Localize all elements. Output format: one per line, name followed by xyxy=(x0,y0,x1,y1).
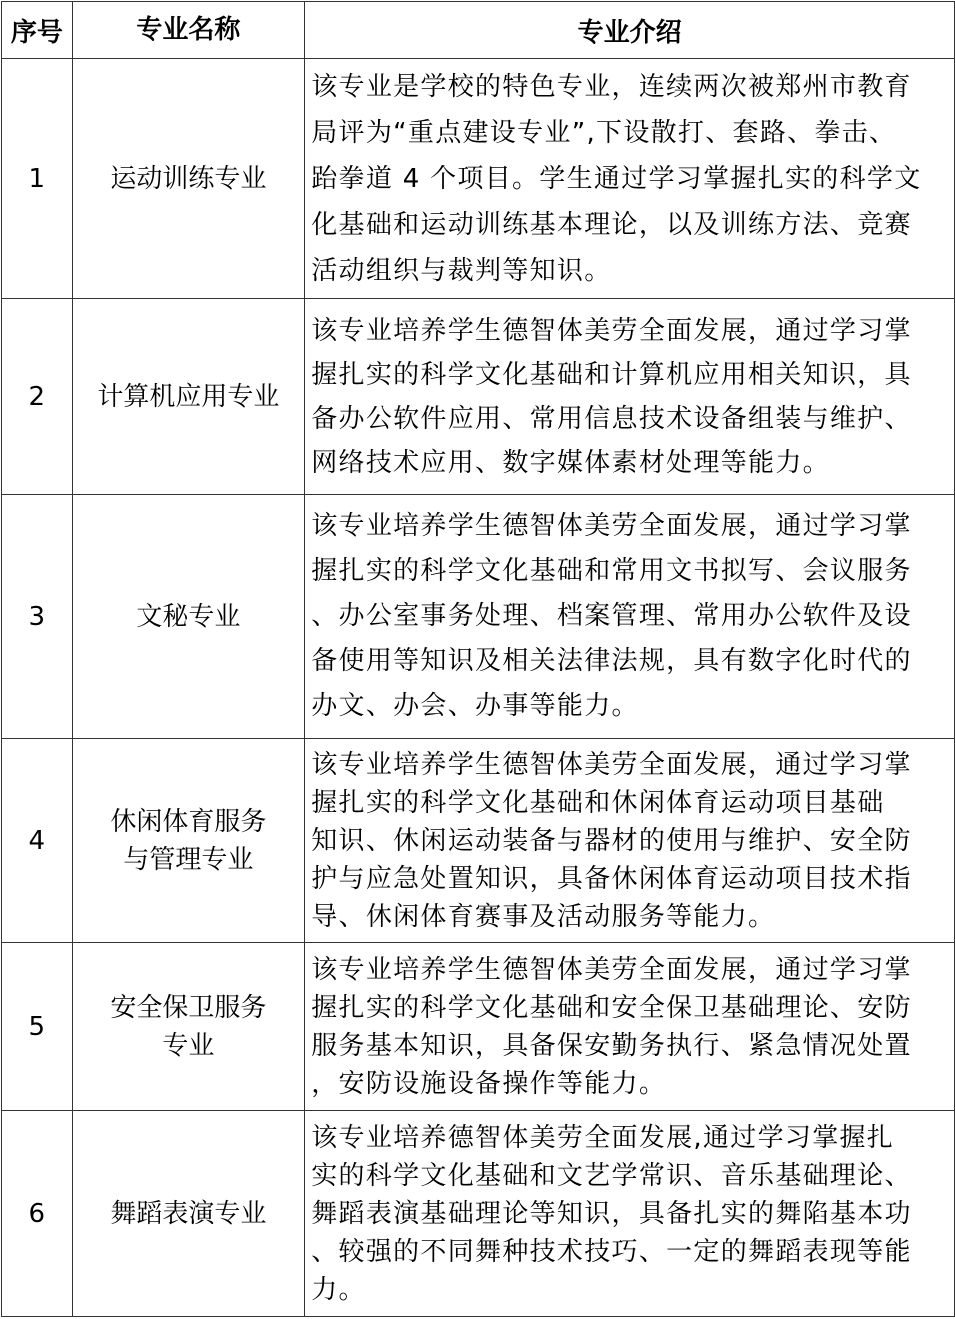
major-intro-line: 力。 xyxy=(311,1274,366,1305)
header-name: 专业名称 xyxy=(72,2,305,59)
major-intro-line: 实的科学文化基础和文艺学常识、音乐基础理论、 xyxy=(311,1160,912,1191)
table-row xyxy=(2,739,955,943)
major-intro-line: 跆拳道 4 个项目。学生通过学习掌握扎实的科学文 xyxy=(311,163,922,194)
major-intro-line: 化基础和运动训练基本理论，以及训练方法、竞赛 xyxy=(311,209,912,240)
major-name xyxy=(72,943,305,1111)
table-row xyxy=(2,299,955,495)
major-intro xyxy=(305,1111,955,1317)
row-index: 6 xyxy=(2,1111,73,1317)
major-intro-line: 服务基本知识，具备保安勤务执行、紧急情况处置 xyxy=(311,1030,912,1061)
row-index: 3 xyxy=(2,495,73,739)
major-name-line: 计算机应用专业 xyxy=(97,381,280,412)
majors-table xyxy=(1,1,955,1317)
row-index: 1 xyxy=(2,59,73,299)
major-intro xyxy=(305,739,955,943)
major-intro xyxy=(305,943,955,1111)
major-name xyxy=(72,299,305,495)
table-row xyxy=(2,943,955,1111)
major-intro-line: 、办公室事务处理、档案管理、常用办公软件及设 xyxy=(311,601,912,631)
major-name xyxy=(72,739,305,943)
major-intro-line: ，安防设施设备操作等能力。 xyxy=(311,1068,667,1099)
major-intro-line: 导、休闲体育赛事及活动服务等能力。 xyxy=(311,901,776,932)
major-intro-line: 握扎实的科学文化基础和计算机应用相关知识，具 xyxy=(311,359,912,390)
major-intro-line: 该专业培养学生德智体美劳全面发展，通过学习掌 xyxy=(311,954,912,985)
table-row xyxy=(2,59,955,299)
major-name xyxy=(72,1111,305,1317)
major-intro xyxy=(305,59,955,299)
major-name-line: 安全保卫服务 xyxy=(110,992,267,1023)
row-index: 2 xyxy=(2,299,73,495)
major-intro-line: 握扎实的科学文化基础和休闲体育运动项目基础 xyxy=(311,787,885,818)
major-intro-line: 备办公软件应用、常用信息技术设备组装与维护、 xyxy=(311,403,912,434)
major-intro-line: 活动组织与裁判等知识。 xyxy=(311,255,612,286)
major-name-line: 运动训练专业 xyxy=(110,163,267,194)
major-intro-line: 局评为“重点建设专业”,下设散打、套路、拳击、 xyxy=(311,117,897,148)
major-intro-line: 舞蹈表演基础理论等知识，具备扎实的舞陷基本功 xyxy=(311,1198,912,1229)
major-name-line: 文秘专业 xyxy=(136,601,241,632)
table-row xyxy=(2,495,955,739)
table-row xyxy=(2,1111,955,1317)
major-intro-line: 、较强的不同舞种技术技巧、一定的舞蹈表现等能 xyxy=(311,1236,912,1267)
major-intro-line: 该专业培养学生德智体美劳全面发展，通过学习掌 xyxy=(311,749,912,780)
major-intro xyxy=(305,299,955,495)
table-body xyxy=(2,59,955,1317)
major-intro-line: 该专业培养德智体美劳全面发展,通过学习掌握扎 xyxy=(311,1122,895,1153)
major-name xyxy=(72,59,305,299)
major-intro-line: 护与应急处置知识，具备休闲体育运动项目技术指 xyxy=(311,863,912,894)
row-index: 4 xyxy=(2,739,73,943)
major-intro-line: 握扎实的科学文化基础和常用文书拟写、会议服务 xyxy=(311,556,912,586)
major-intro-line: 网络技术应用、数字媒体素材处理等能力。 xyxy=(311,447,830,478)
header-intro: 专业介绍 xyxy=(305,2,955,59)
major-name-line: 休闲体育服务 xyxy=(110,806,267,837)
header-index: 序号 xyxy=(2,2,73,59)
major-name-line: 与管理专业 xyxy=(123,844,254,875)
major-intro xyxy=(305,495,955,739)
major-name-line: 舞蹈表演专业 xyxy=(110,1198,267,1229)
major-intro-line: 该专业是学校的特色专业，连续两次被郑州市教育 xyxy=(311,71,912,102)
header-row xyxy=(2,2,955,59)
major-intro-line: 办文、办会、办事等能力。 xyxy=(311,691,639,721)
major-intro-line: 备使用等知识及相关法律法规，具有数字化时代的 xyxy=(311,646,912,676)
row-index: 5 xyxy=(2,943,73,1111)
major-name xyxy=(72,495,305,739)
major-intro-line: 该专业培养学生德智体美劳全面发展，通过学习掌 xyxy=(311,315,912,346)
major-name-line: 专业 xyxy=(162,1030,215,1061)
major-intro-line: 握扎实的科学文化基础和安全保卫基础理论、安防 xyxy=(311,992,912,1023)
major-intro-line: 知识、休闲运动装备与器材的使用与维护、安全防 xyxy=(311,825,912,856)
major-intro-line: 该专业培养学生德智体美劳全面发展，通过学习掌 xyxy=(311,511,912,541)
